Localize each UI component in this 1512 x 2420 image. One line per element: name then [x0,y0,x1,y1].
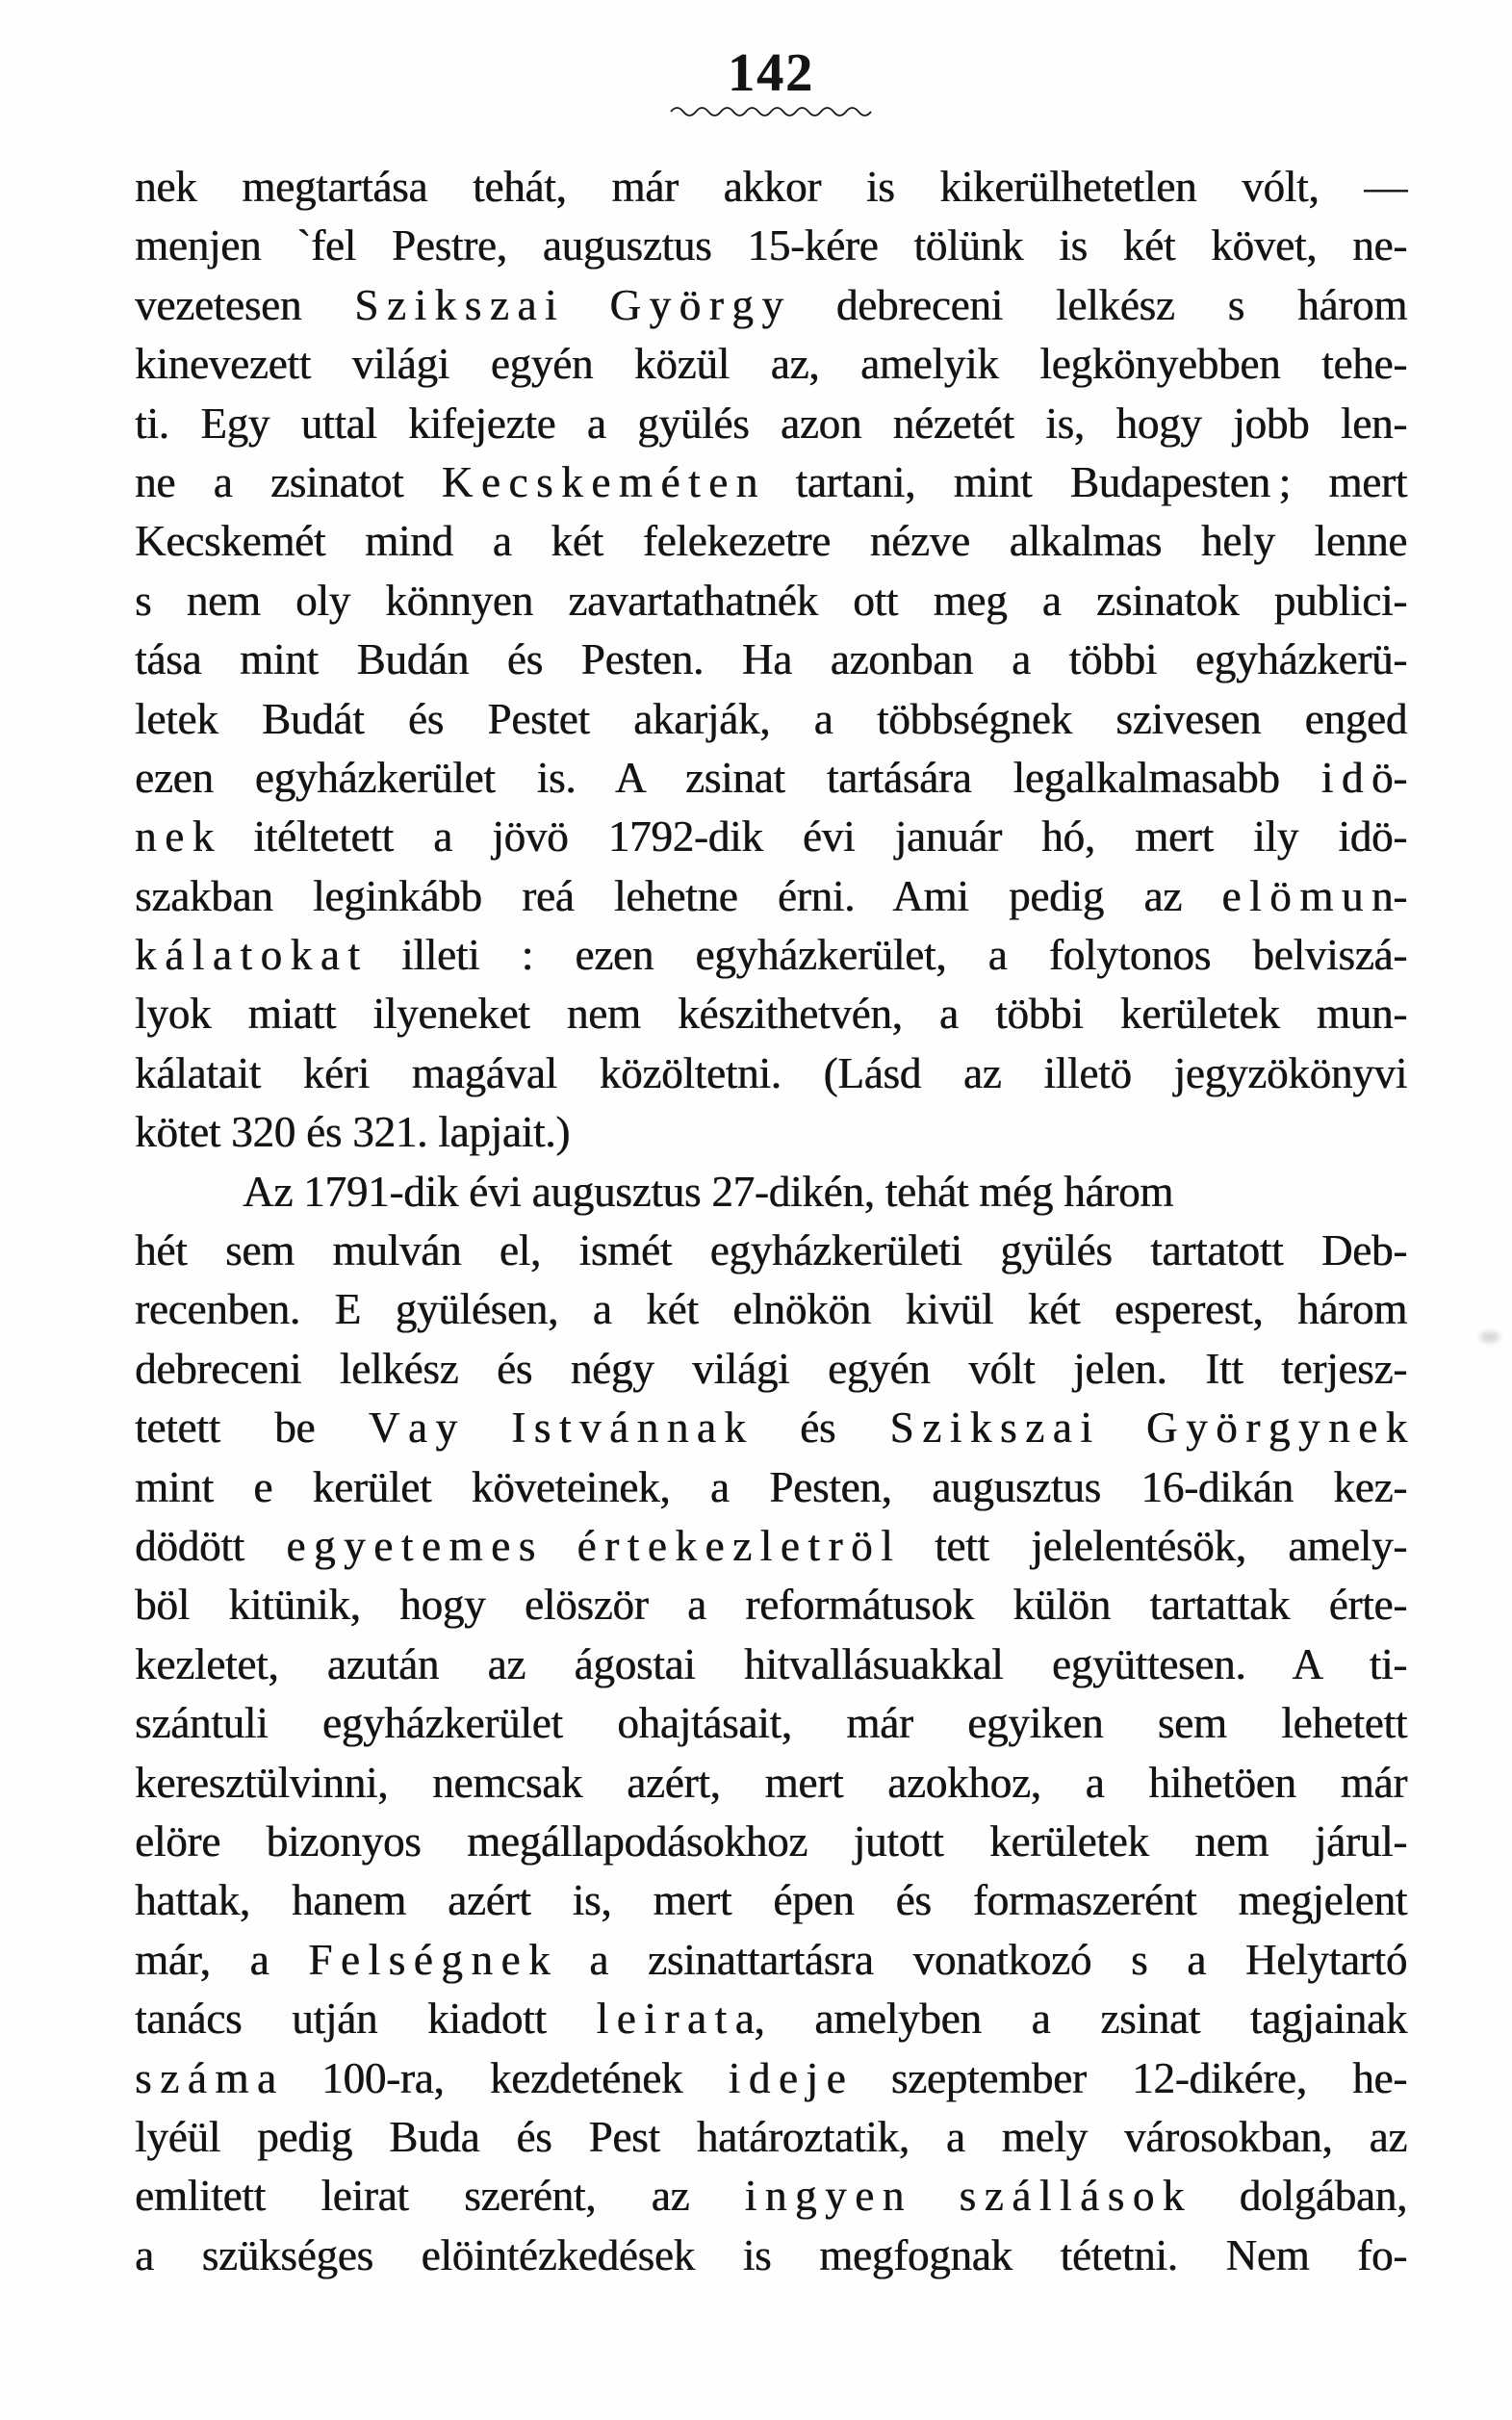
text-line: n e k itéltetett a jövö 1792-dik évi január hó, mert ily idö- [135,812,1407,862]
text-line: lyéül pedig Buda és Pest határoztatik, a mely városokban, az [135,2112,1407,2161]
text-line: szántuli egyházkerület ohajtásait, már egyiken sem lehetett [135,1699,1407,1748]
text-line: nek megtartása tehát, már akkor is kikerülhetetlen vólt, — [135,163,1407,211]
text-line: tanács utján kiadott l e i r a t a, amelyben a zsinat tagjainak [135,1995,1407,2044]
body-text [135,158,1407,2285]
wavy-line-icon [669,104,873,117]
text-line: kinevezett világi egyén közül az, amelyik legkönyebben tehe- [135,340,1407,389]
text-line: ti. Egy uttal kifejezte a gyülés azon nézetét is, hogy jobb len- [135,399,1407,448]
text-line: keresztülvinni, nemcsak azért, mert azokhoz, a hihetöen már [135,1758,1407,1807]
page-number: 142 [728,43,814,103]
text-line: letek Budát és Pestet akarják, a többségnek szivesen enged [135,694,1407,743]
text-line: lyok miatt ilyeneket nem készithetvén, a többi kerületek mun- [135,990,1407,1039]
text-line: hét sem mulván el, ismét egyházkerületi gyülés tartatott Deb- [135,1226,1407,1275]
text-line: szakban leginkább reá lehetne érni. Ami pedig az e l ö m u n- [135,871,1407,920]
text-line: debreceni lelkész és négy világi egyén vólt jelen. Itt terjesz- [135,1344,1407,1393]
text-line: k á l a t o k a t illeti : ezen egyházkerület, a folytonos belviszá- [135,931,1407,980]
wavy-divider [135,104,1407,122]
text-line: a szükséges elöintézkedések is megfognak tétetni. Nem fo- [135,2230,1407,2279]
text-line: Kecskemét mind a két felekezetre nézve alkalmas hely lenne [135,517,1407,566]
text-line: kálatait kéri magával közöltetni. (Lásd az illetö jegyzökönyvi [135,1048,1407,1097]
text-line: ne a zsinatot K e c s k e m é t e n tartani, mint Budapesten ; mert [135,457,1407,506]
text-line: tása mint Budán és Pesten. Ha azonban a többi egyházkerü- [135,635,1407,684]
text-line: elöre bizonyos megállapodásokhoz jutott kerületek nem járul- [135,1816,1407,1866]
scan-artifact [1480,1331,1499,1343]
text-line-paragraph-start: Az 1791-dik évi augusztus 27-dikén, tehát még három [243,1167,1174,1216]
text-line: emlitett leirat szerént, az i n g y e n s z á l l á s o k dolgában, [135,2172,1407,2221]
text-line: s nem oly könnyen zavartathatnék ott meg a zsinatok publici- [135,576,1407,625]
text-line: s z á m a 100-ra, kezdetének i d e j e szeptember 12-dikére, he- [135,2053,1407,2102]
text-line: ezen egyházkerület is. A zsinat tartására legalkalmasabb i d ö- [135,753,1407,802]
text-line: már, a F e l s é g n e k a zsinattartásra vonatkozó s a Helytartó [135,1935,1407,1984]
text-line: tetett be V a y I s t v á n n a k és S z i k s z a i G y ö r g y n e k [135,1403,1407,1453]
text-line: recenben. E gyülésen, a két elnökön kivül két esperest, három [135,1285,1407,1334]
text-line: kötet 320 és 321. lapjait.) [135,1108,571,1157]
text-line: vezetesen S z i k s z a i G y ö r g y debreceni lelkész s három [135,280,1407,329]
text-line: kezletet, azután az ágostai hitvallásuakkal együttesen. A ti- [135,1639,1407,1688]
text-line: menjen `fel Pestre, augusztus 15-kére tölünk is két követ, ne- [135,221,1407,270]
text-line: mint e kerület követeinek, a Pesten, augusztus 16-dikán kez- [135,1462,1407,1511]
text-line: hattak, hanem azért is, mert épen és formaszerént megjelent [135,1876,1407,1925]
text-line: dödött e g y e t e m e s é r t e k e z l e t r ö l tett jelelentésök, amely- [135,1521,1407,1570]
text-line: böl kitünik, hogy elöször a reformátusok külön tartattak érte- [135,1581,1407,1630]
page-header [135,43,1407,122]
